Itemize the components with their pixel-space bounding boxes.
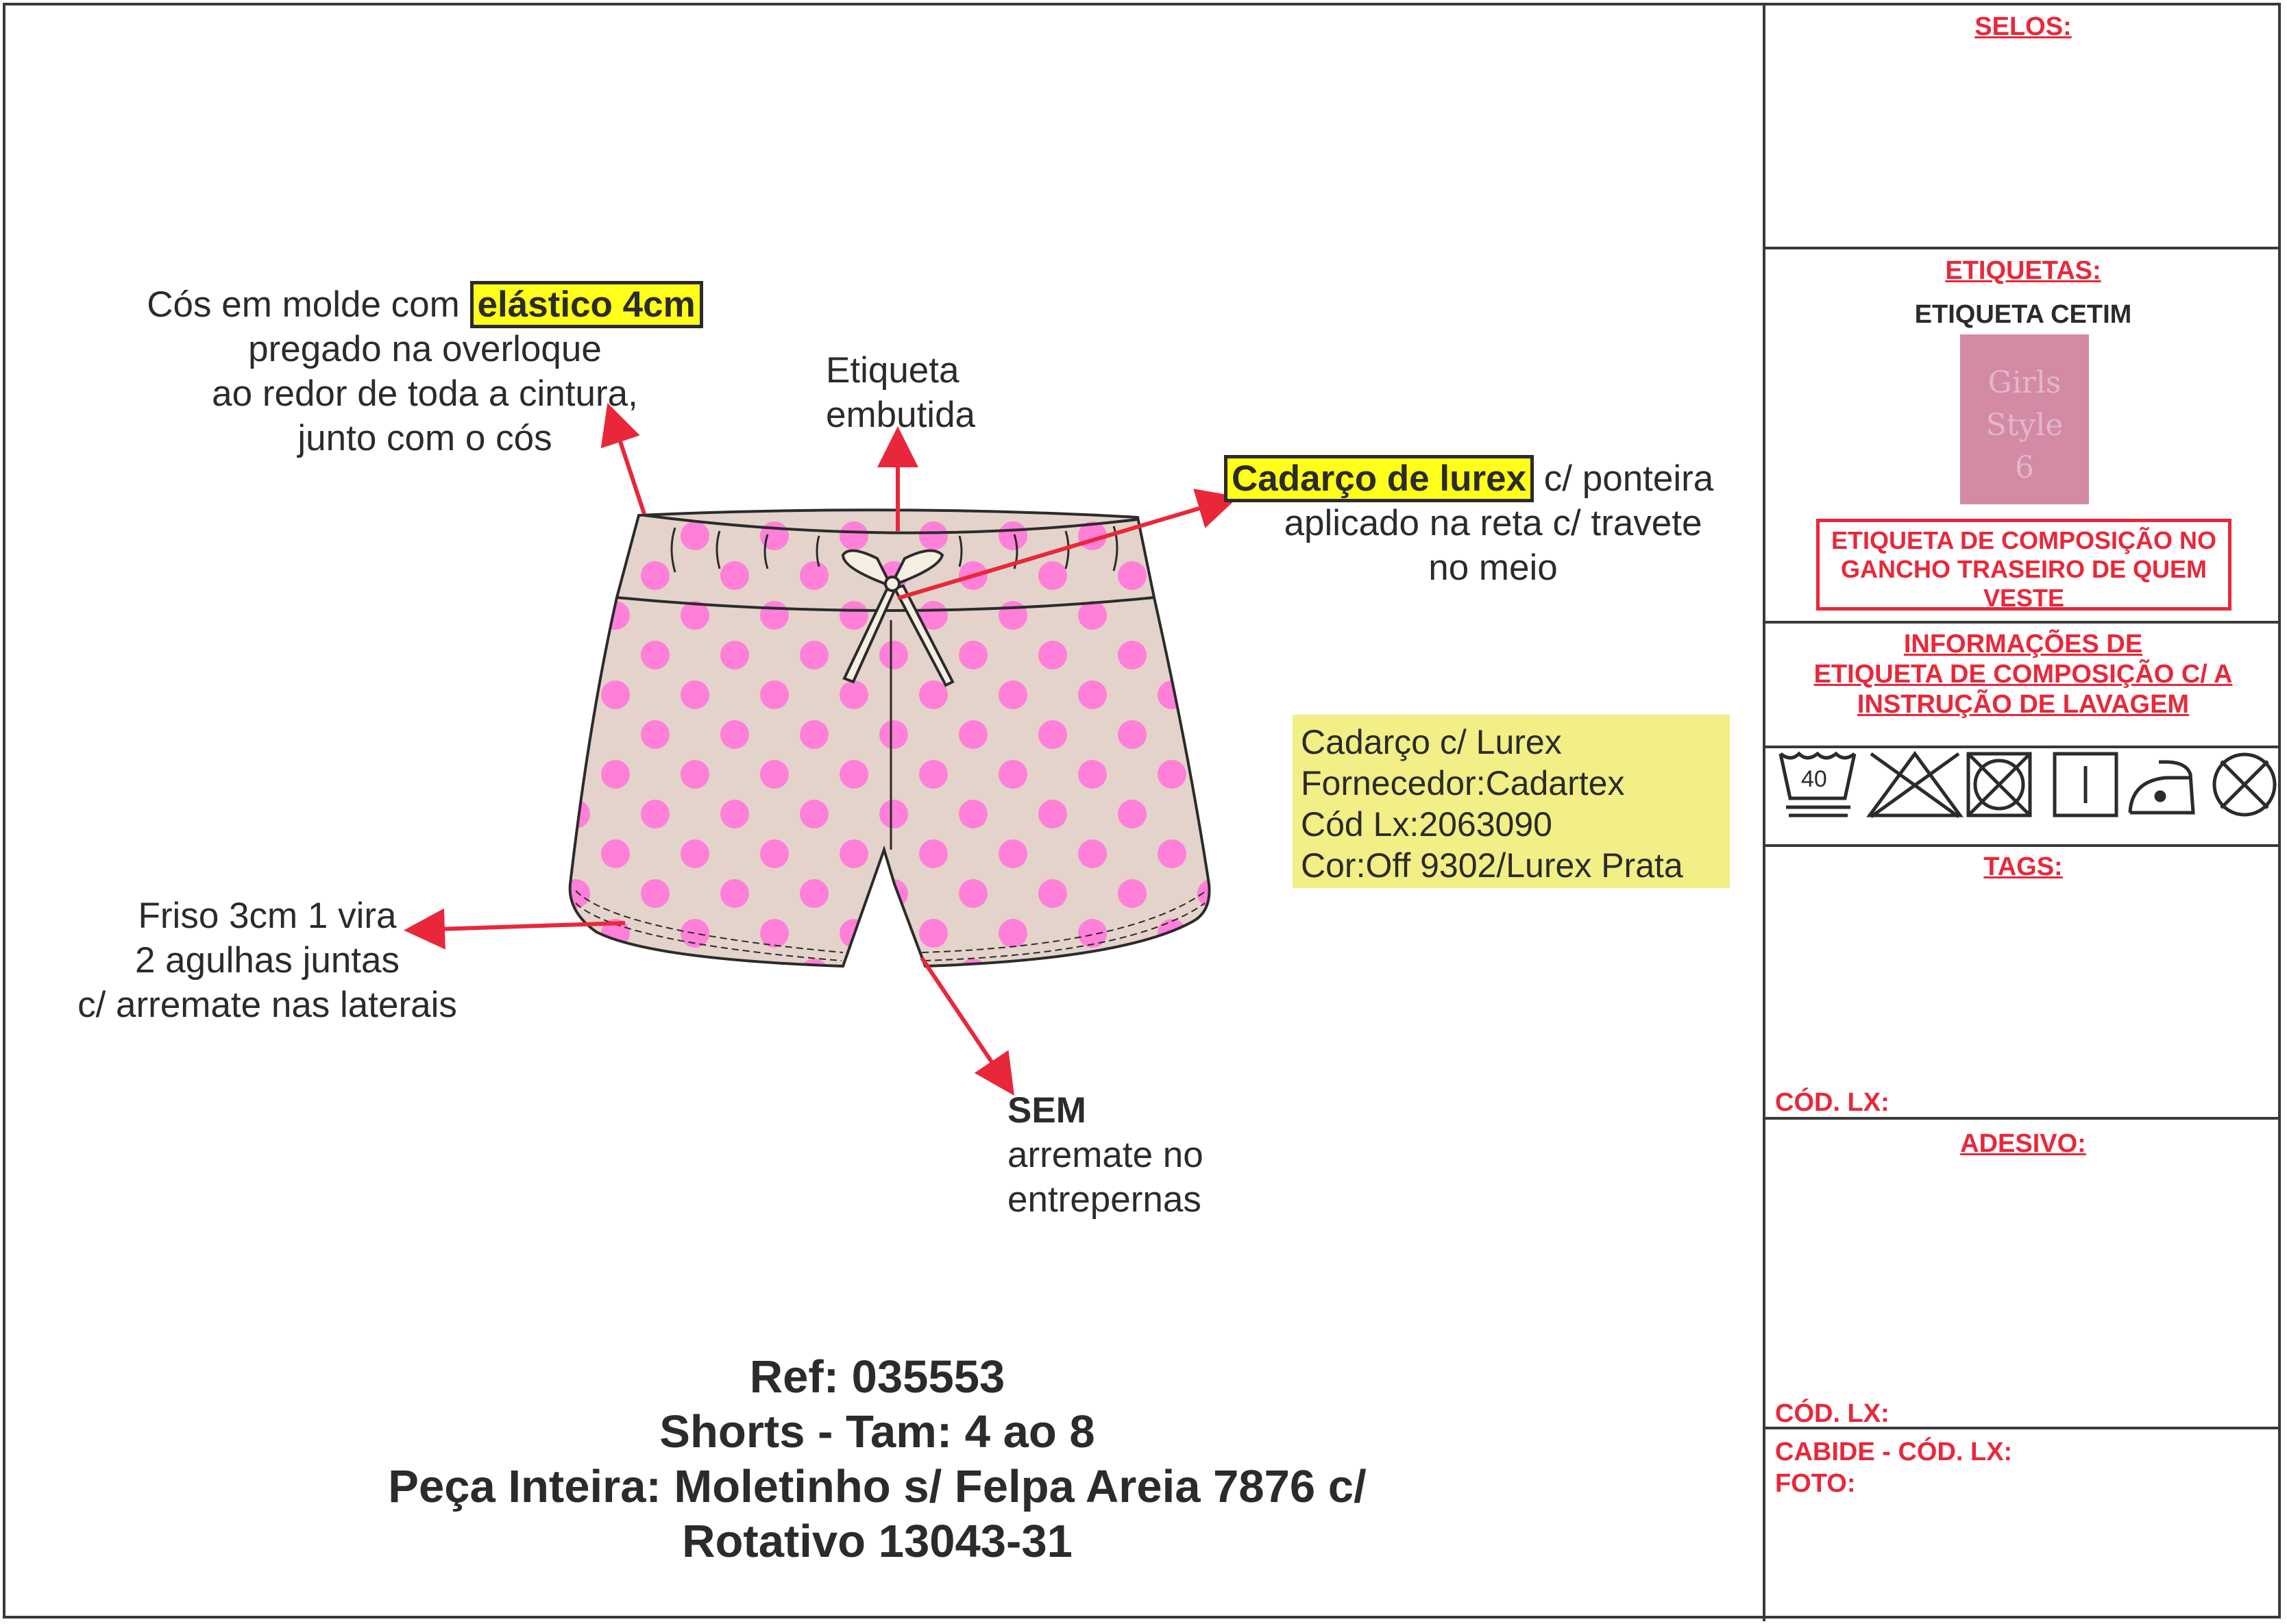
do-not-tumble-dry-icon — [1968, 754, 2030, 815]
do-not-bleach-icon — [1870, 754, 1960, 817]
informacoes-line3: INSTRUÇÃO DE LAVAGEM — [1857, 690, 2190, 719]
note-cos-line3: ao redor de toda a cintura, — [212, 373, 638, 414]
etiqueta-cetim-label: ETIQUETA CETIM — [1914, 300, 2132, 329]
composition-line1: ETIQUETA DE COMPOSIÇÃO NO — [1831, 526, 2217, 554]
cabide-cod-lx: CABIDE - CÓD. LX: — [1775, 1438, 2013, 1466]
ref-number: Ref: 035553 — [749, 1351, 1005, 1403]
note-etiqueta-line2: embutida — [826, 395, 976, 435]
iron-low-icon — [2130, 762, 2193, 813]
composition-line3: VESTE — [1983, 584, 2065, 612]
supplier-line2: Fornecedor:Cadartex — [1301, 764, 1625, 802]
label-patch-line2: Style — [1985, 408, 2064, 443]
product-name: Shorts - Tam: 4 ao 8 — [659, 1406, 1095, 1457]
etiquetas-heading: ETIQUETAS: — [1945, 256, 2101, 285]
print-description: Rotativo 13043-31 — [682, 1516, 1073, 1567]
note-cadarco-line2: aplicado na reta c/ travete — [1284, 503, 1702, 543]
label-patch-line1: Girls — [1988, 365, 2062, 400]
note-cadarco-after: c/ ponteira — [1534, 458, 1714, 499]
fabric-description: Peça Inteira: Moletinho s/ Felpa Areia 7876 c/ — [388, 1461, 1367, 1512]
wash-temp: 40 — [1801, 766, 1827, 792]
line-dry-icon — [2055, 754, 2116, 815]
note-friso-line1: Friso 3cm 1 vira — [138, 896, 397, 936]
note-cadarco-highlight: Cadarço de lurex — [1224, 455, 1534, 502]
note-cos-line4: junto com o cós — [297, 418, 552, 458]
note-friso-line2: 2 agulhas juntas — [134, 940, 400, 981]
note-sem-line3: entrepernas — [1007, 1179, 1201, 1220]
selos-heading: SELOS: — [1974, 12, 2072, 41]
note-cos-line2: pregado na overloque — [248, 329, 602, 369]
note-cos-highlight: elástico 4cm — [470, 281, 703, 328]
tags-cod-lx: CÓD. LX: — [1775, 1088, 1889, 1117]
wash-40-icon — [1781, 754, 1855, 815]
note-sem-bold: SEM — [1007, 1090, 1086, 1131]
informacoes-line1: INFORMAÇÕES DE — [1903, 630, 2143, 659]
foto-label: FOTO: — [1775, 1469, 1856, 1498]
tags-heading: TAGS: — [1983, 852, 2063, 881]
supplier-line3: Cód Lx:2063090 — [1301, 805, 1552, 844]
supplier-line1: Cadarço c/ Lurex — [1301, 723, 1562, 761]
supplier-line4: Cor:Off 9302/Lurex Prata — [1301, 846, 1683, 885]
note-etiqueta-line1: Etiqueta — [826, 350, 959, 391]
note-cos-text: Cós em molde com — [147, 284, 470, 325]
do-not-dry-clean-icon — [2214, 754, 2275, 815]
note-cadarco-line3: no meio — [1428, 548, 1558, 588]
note-sem-line2: arremate no — [1007, 1135, 1203, 1175]
label-patch-line3: 6 — [2015, 450, 2034, 485]
note-friso-line3: c/ arremate nas laterais — [77, 985, 457, 1025]
adesivo-heading: ADESIVO: — [1960, 1129, 2086, 1158]
adesivo-cod-lx: CÓD. LX: — [1775, 1399, 1889, 1428]
informacoes-line2: ETIQUETA DE COMPOSIÇÃO C/ A — [1813, 660, 2233, 689]
composition-line2: GANCHO TRASEIRO DE QUEM — [1840, 555, 2207, 583]
